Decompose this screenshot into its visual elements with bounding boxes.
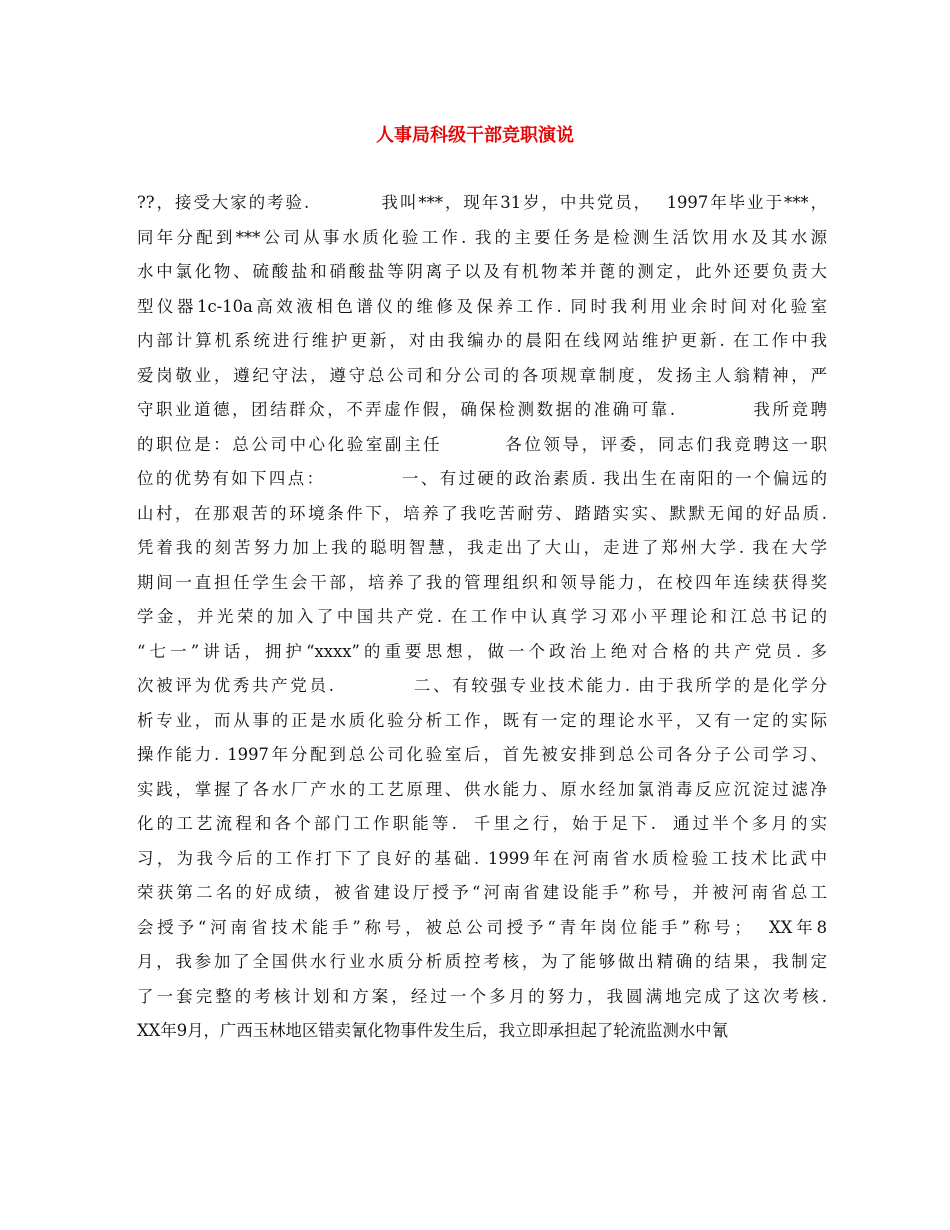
text-line: 守职业道德，团结群众，不弄虚作假，确保检测数据的准确可靠. 我所竞聘 xyxy=(137,400,827,419)
text-line: 型仪器1c-10a高效液相色谱仪的维修及保养工作. 同时我利用业余时间对化验室 xyxy=(137,296,827,316)
text-line: 同年分配到***公司从事水质化验工作. 我的主要任务是检测生活饮用水及其水源 xyxy=(137,227,827,247)
text-line: 操作能力. 1997年分配到总公司化验室后，首先被安排到总公司各分子公司学习、 xyxy=(137,745,827,764)
text-line: “七一”讲话，拥护“xxxx”的重要思想，做一个政治上绝对合格的共产党员. 多 xyxy=(137,641,827,661)
text-line: 山村，在那艰苦的环境条件下，培养了我吃苦耐劳、踏踏实实、默默无闻的好品质. xyxy=(137,503,827,523)
document-body xyxy=(137,186,827,1049)
text-line: 内部计算机系统进行维护更新，对由我编办的晨阳在线网站维护更新. 在工作中我 xyxy=(137,331,827,350)
text-line: 的职位是：总公司中心化验室副主任 各位领导，评委，同志们我竞聘这一职 xyxy=(137,434,827,454)
text-line: 次被评为优秀共产党员. 二、有较强专业技术能力. 由于我所学的是化学分 xyxy=(137,676,827,695)
text-line: 凭着我的刻苦努力加上我的聪明智慧，我走出了大山，走进了郑州大学. 我在大学 xyxy=(137,538,827,557)
text-line: XX年9月，广西玉林地区错卖氰化物事件发生后，我立即承担起了轮流监测水中氰 xyxy=(137,1021,729,1040)
text-line: 爱岗敬业，遵纪守法，遵守总公司和分公司的各项规章制度，发扬主人翁精神，严 xyxy=(137,365,827,385)
text-line: 期间一直担任学生会干部，培养了我的管理组织和领导能力，在校四年连续获得奖 xyxy=(137,572,827,592)
text-line: 会授予“河南省技术能手”称号，被总公司授予“青年岗位能手”称号； XX年8 xyxy=(137,917,827,937)
text-line: 荣获第二名的好成绩，被省建设厅授予“河南省建设能手”称号，并被河南省总工 xyxy=(137,883,827,902)
text-line: ??，接受大家的考验. 我叫***，现年31岁，中共党员， 1997年毕业于***， xyxy=(137,193,827,212)
text-line: 水中氯化物、硫酸盐和硝酸盐等阴离子以及有机物苯并蓖的测定，此外还要负责大 xyxy=(137,262,827,281)
text-line: 析专业，而从事的正是水质化验分析工作，既有一定的理论水平，又有一定的实际 xyxy=(137,710,827,730)
text-line: 实践，掌握了各水厂产水的工艺原理、供水能力、原水经加氯消毒反应沉淀过滤净 xyxy=(137,779,827,799)
document-title: 人事局科级干部竞职演说 xyxy=(376,125,574,146)
text-line: 化的工艺流程和各个部门工作职能等. 千里之行，始于足下. 通过半个多月的实 xyxy=(137,814,827,833)
text-line: 了一套完整的考核计划和方案，经过一个多月的努力，我圆满地完成了这次考核. xyxy=(137,986,827,1006)
text-line: 月，我参加了全国供水行业水质分析质控考核，为了能够做出精确的结果，我制定 xyxy=(137,952,827,971)
text-line: 位的优势有如下四点： 一、有过硬的政治素质. 我出生在南阳的一个偏远的 xyxy=(137,469,827,488)
text-line: 学金，并光荣的加入了中国共产党. 在工作中认真学习邓小平理论和江总书记的 xyxy=(137,607,827,626)
text-line: 习，为我今后的工作打下了良好的基础. 1999年在河南省水质检验工技术比武中 xyxy=(137,848,827,868)
